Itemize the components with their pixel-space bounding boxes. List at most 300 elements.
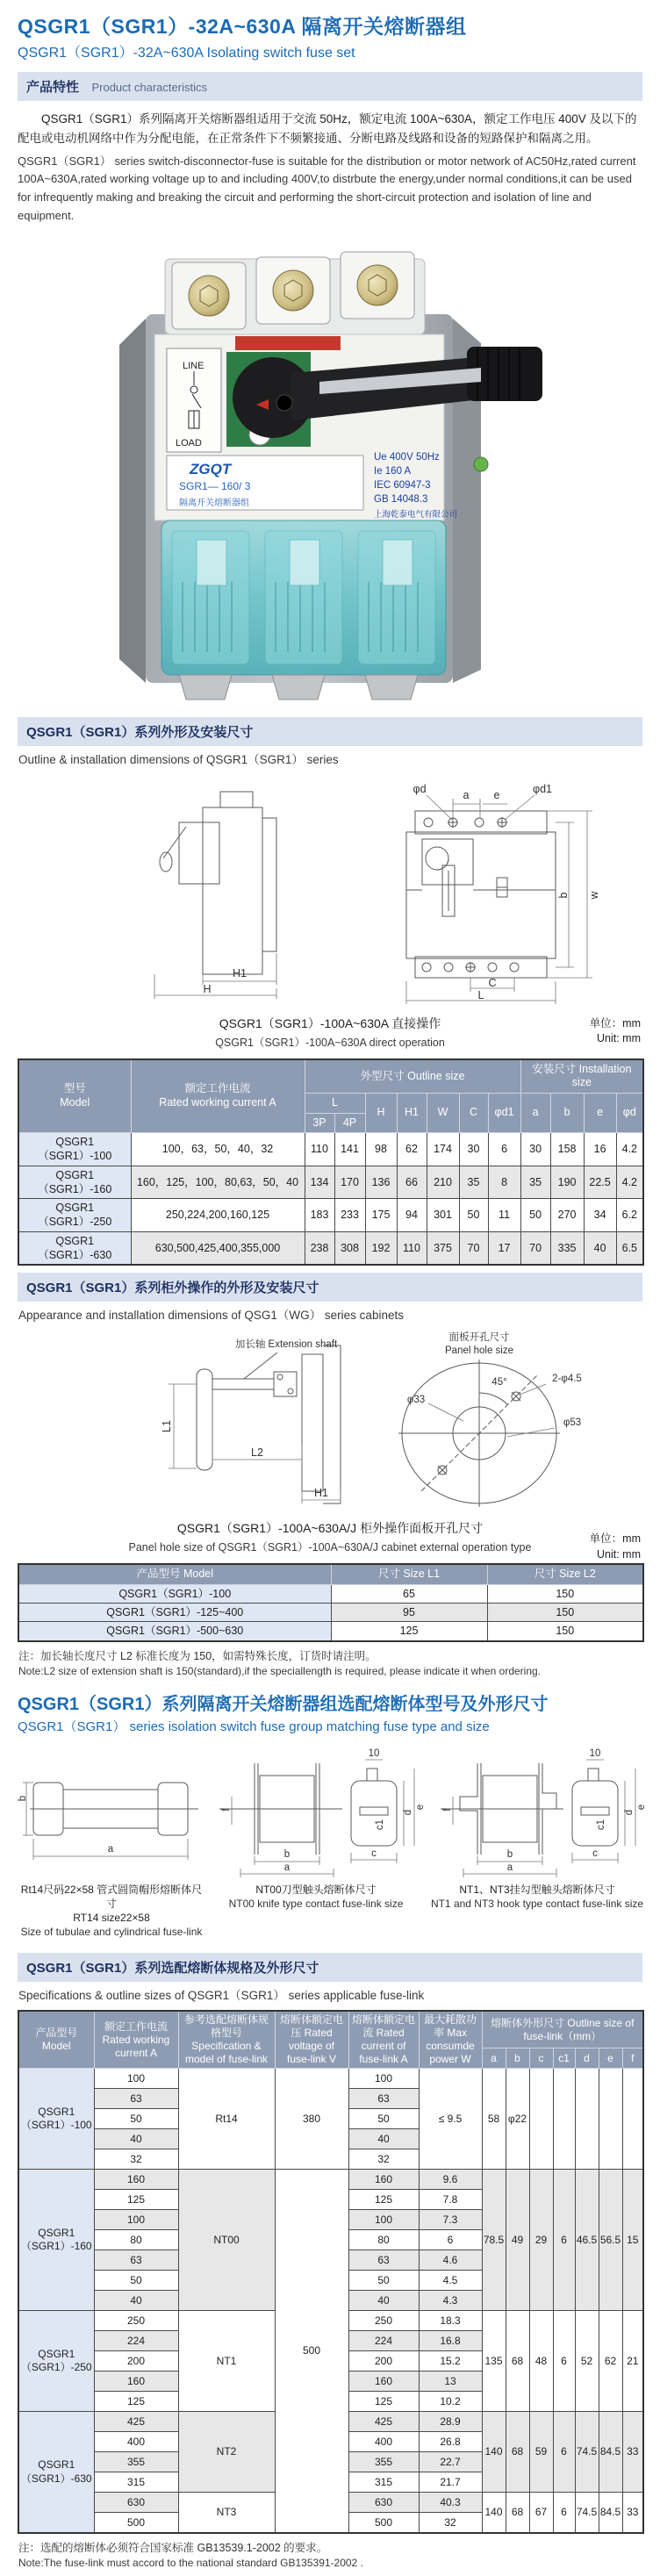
panel-size-table: [18, 1563, 644, 1641]
note-fuse-cn: 注：选配的熔断体必须符合国家标准 GB13539.1-2002 的要求。: [18, 2542, 328, 2555]
section-subtitle-en: Appearance and installation dimensions of QSG1（WG） series cabinets: [18, 1309, 404, 1323]
table-cell: QSGR1（SGR1）-630: [18, 2412, 94, 2534]
dim-d33-label: φ33: [406, 1395, 426, 1406]
table-cell: 192: [365, 1231, 397, 1265]
table-cell: 68: [506, 2412, 529, 2493]
table-cell: 95: [331, 1604, 487, 1622]
unit-cn: 单位：mm: [589, 1532, 641, 1546]
unit-cn: 单位：mm: [589, 1016, 641, 1030]
table-cell: φ22: [506, 2069, 529, 2170]
nt1-svg: [427, 1747, 648, 1879]
table-cell: 40: [94, 2291, 178, 2311]
table-cell: 56.5: [599, 2170, 622, 2311]
table-cell: 66: [397, 1166, 427, 1199]
note-l2-cn: 注：加长轴长度尺寸 L2 标准长度为 150，如需特殊长度，订货时请注明。: [18, 1649, 377, 1662]
table-row: [18, 1584, 643, 1603]
table-cell: 224: [348, 2331, 419, 2351]
table-cell: 190: [550, 1166, 584, 1199]
dim-d-label: d: [624, 1809, 635, 1815]
table-cell: 40: [348, 2129, 419, 2149]
dim-a-label: a: [463, 788, 470, 801]
features-paragraph-en: QSGR1（SGR1） series switch-disconnector-fuse is suitable for the distribution or motor network of AC50Hz,rated current 100A~630A,rated working voltage up to and including 400V,to distrbute the energy,under normal conditions,it can be used for infrequently making and breaking the circuit and performing the short-circuit protection and isolation of line and equipment.: [18, 154, 636, 222]
maker-label: 上海乾泰电气有限公司: [374, 509, 458, 520]
table-cell: 32: [348, 2149, 419, 2170]
table3-body: [18, 2069, 643, 2534]
table-cell: 150: [487, 1604, 643, 1622]
product-photo: [84, 231, 576, 705]
header-H: H: [365, 1093, 397, 1132]
dim-b-label: b: [506, 1848, 513, 1860]
table-cell: 33: [622, 2493, 643, 2534]
dim-10-label: 10: [368, 1747, 380, 1759]
table-cell: 136: [365, 1166, 397, 1199]
dim-e-label: e: [636, 1804, 647, 1810]
table-cell: 355: [94, 2452, 178, 2472]
header-W: W: [427, 1093, 459, 1132]
dim-h1-label: H1: [314, 1487, 328, 1500]
table-cell: 21.7: [419, 2472, 482, 2493]
table-cell: 6: [488, 1133, 520, 1166]
spec-ie-label: Ie 160 A: [374, 465, 412, 477]
table-cell: 63: [348, 2250, 419, 2271]
table-row: [18, 1231, 643, 1265]
table-cell: 308: [334, 1231, 365, 1265]
bottom-terminals: [179, 675, 418, 700]
table-cell: 150: [487, 1584, 643, 1603]
dim-d-label: d: [403, 1809, 413, 1815]
table-cell: 170: [334, 1166, 365, 1199]
header-4p: 4P: [334, 1113, 365, 1133]
panel-hole-view: [398, 1360, 560, 1507]
table-cell: [622, 2069, 643, 2170]
table-cell: 380: [275, 2069, 348, 2170]
table-cell: 6: [553, 2170, 575, 2311]
table-cell: 22.5: [584, 1166, 616, 1199]
page-title-en: QSGR1（SGR1）-32A~630A Isolating switch fuse set: [18, 46, 355, 61]
page-title: QSGR1（SGR1）-32A~630A 隔离开关熔断器组: [18, 15, 467, 38]
load-label: LOAD: [176, 437, 202, 448]
table-cell: QSGR1（SGR1）-250: [18, 1199, 131, 1232]
cabinet-drawing-svg: [23, 1330, 637, 1516]
caption-cn: QSGR1（SGR1）-100A~630A 直接操作: [219, 1015, 441, 1030]
note-l2-en: Note:L2 size of extension shaft is 150(standard),if the speciallength is required, please indicate it when ordering.: [18, 1664, 542, 1677]
table-cell: 500: [348, 2513, 419, 2534]
dim-phid1-label: φd1: [532, 782, 553, 795]
table-cell: 6.5: [616, 1231, 643, 1265]
fuse-section-title-cn: QSGR1（SGR1）系列隔离开关熔断器组选配熔断体型号及外形尺寸: [18, 1694, 549, 1714]
table-cell: [529, 2069, 553, 2170]
table-cell: 18.3: [419, 2311, 482, 2331]
table-cell: 35: [459, 1166, 488, 1199]
table-cell: 425: [94, 2412, 178, 2432]
table-cell: QSGR1（SGR1）-100: [18, 1133, 131, 1166]
table-cell: 315: [348, 2472, 419, 2493]
extension-shaft-label: 加长轴 Extension shaft: [234, 1339, 338, 1351]
table-cell: QSGR1（SGR1）-100: [18, 1584, 331, 1603]
table-cell: 50: [348, 2271, 419, 2291]
table-cell: 30: [520, 1133, 550, 1166]
section-subtitle-en: Specifications & outline sizes of QSGR1（SGR1） series applicable fuse-link: [18, 1989, 425, 2003]
table-cell: 233: [334, 1199, 365, 1232]
table-cell: 58: [482, 2069, 506, 2170]
header-max-power: 最大耗散功率 Max consumde power W: [419, 2011, 482, 2069]
caption-line: RT14 size22×58: [73, 1911, 150, 1924]
dim-f-label: f: [221, 1807, 232, 1812]
header-b: b: [550, 1093, 584, 1132]
table-cell: 84.5: [599, 2493, 622, 2534]
table-cell: 100，63，50，40，32: [131, 1133, 305, 1166]
table-cell: 400: [348, 2432, 419, 2452]
unit-label: [590, 1532, 641, 1562]
table-cell: 50: [94, 2109, 178, 2129]
table1-body: [18, 1133, 643, 1266]
outline-drawing-svg: [23, 774, 637, 1011]
dim-d53-label: φ53: [563, 1417, 582, 1429]
terminal-blocks: [172, 252, 414, 329]
section-subtitle-en: Outline & installation dimensions of QSGR1（SGR1） series: [18, 752, 339, 766]
table-cell: 250: [94, 2311, 178, 2331]
table-cell: 158: [550, 1133, 584, 1166]
header-b: b: [506, 2048, 529, 2069]
side-view: [160, 792, 276, 974]
table-cell: Rt14: [178, 2069, 275, 2170]
table-cell: 29: [529, 2170, 553, 2311]
table-cell: 315: [94, 2472, 178, 2493]
table-cell: QSGR1（SGR1）-250: [18, 2311, 94, 2412]
caption-cn: QSGR1（SGR1）-100A~630A/J 柜外操作面板开孔尺寸: [176, 1521, 484, 1536]
dim-h1-label: H1: [233, 966, 247, 979]
dim-b-label: b: [283, 1848, 291, 1860]
panel-hole-title-en: Panel hole size: [445, 1345, 513, 1357]
table-cell: 80: [94, 2230, 178, 2250]
header-H1: H1: [397, 1093, 427, 1132]
table-row: [18, 1604, 643, 1622]
table-cell: 32: [419, 2513, 482, 2534]
table-cell: 17: [488, 1231, 520, 1265]
fuse-section-title-en: QSGR1（SGR1） series isolation switch fuse group matching fuse type and size: [18, 1719, 490, 1734]
table-cell: 100: [348, 2210, 419, 2230]
table-cell: 50: [459, 1199, 488, 1232]
note-fuse-en: Note:The fuse-link must accord to the national standard GB135391-2002 .: [18, 2557, 363, 2570]
header-3p: 3P: [305, 1113, 334, 1133]
header-e: e: [584, 1093, 616, 1132]
table-cell: 40: [584, 1231, 616, 1265]
table-row: [18, 1622, 643, 1641]
section-bar-cabinet: [18, 1273, 642, 1302]
rt14-svg: [18, 1747, 205, 1879]
caption-en: Panel hole size of QSGR1（SGR1）-100A~630A/J cabinet external operation type: [128, 1541, 532, 1554]
table-cell: 125: [94, 2190, 178, 2210]
nt00-svg: [205, 1747, 427, 1879]
table-cell: [553, 2069, 575, 2170]
table-cell: 6: [553, 2311, 575, 2412]
table-cell: 28.9: [419, 2412, 482, 2432]
spec-ue-label: Ue 400V 50Hz: [374, 451, 440, 463]
unit-en: Unit: mm: [597, 1032, 641, 1045]
table-cell: 4.6: [419, 2250, 482, 2271]
caption-line: NT1、NT3挂勾型触头熔断体尺寸: [459, 1883, 615, 1896]
red-stripe: [235, 336, 341, 350]
table-cell: 62: [397, 1133, 427, 1166]
table-cell: 100: [94, 2210, 178, 2230]
dim-b-label: b: [557, 892, 570, 899]
front-view-dims: [406, 795, 592, 1004]
features-paragraph-cn: QSGR1（SGR1）系列隔离开关熔断器组适用于交流 50Hz，额定电流 100A~630A，额定工作电压 400V 及以下的配电或电动机网络中作为分配电能，在正常条件下不频繁接通、分断电路及线路和设备的短路保护和隔离之用。: [18, 112, 637, 146]
table-cell: 160: [94, 2371, 178, 2392]
header-c1: c1: [553, 2048, 575, 2069]
table2-body: [18, 1584, 643, 1640]
table-cell: 4.2: [616, 1133, 643, 1166]
model-label: SGR1— 160/ 3: [179, 479, 251, 492]
table-cell: 68: [506, 2493, 529, 2534]
table-cell: 100: [348, 2069, 419, 2089]
dim-l1-label: L1: [161, 1420, 173, 1433]
table-cell: 4.5: [419, 2271, 482, 2291]
table-cell: ≤ 9.5: [419, 2069, 482, 2170]
spec-gb-label: GB 14048.3: [374, 493, 428, 505]
header-d: d: [575, 2048, 599, 2069]
table-cell: 50: [348, 2109, 419, 2129]
table-cell: 141: [334, 1133, 365, 1166]
table-cell: 10.2: [419, 2392, 482, 2412]
table-cell: 160: [348, 2371, 419, 2392]
table-cell: 335: [550, 1231, 584, 1265]
table-cell: QSGR1（SGR1）-500~630: [18, 1622, 331, 1641]
header-current: 额定工作电流 Rated working current A: [94, 2011, 178, 2069]
dim-l2-label: L2: [251, 1446, 263, 1460]
table-cell: 84.5: [599, 2412, 622, 2493]
nt1-caption: [427, 1883, 648, 1911]
dim-phid-label: φd: [412, 782, 427, 795]
table-cell: NT1: [178, 2311, 275, 2412]
table-cell: 135: [482, 2311, 506, 2412]
table-cell: 70: [459, 1231, 488, 1265]
fuse-nt1-nt3: [427, 1744, 648, 1911]
section-bar-features: [18, 72, 642, 101]
dim-c-label: c: [371, 1848, 377, 1859]
table-cell: 7.8: [419, 2190, 482, 2210]
table-cell: 80: [348, 2230, 419, 2250]
header-fuse-voltage: 熔断体额定电压 Rated voltage of fuse-link V: [275, 2011, 348, 2069]
dim-2phi45-label: 2-φ4.5: [552, 1374, 582, 1385]
dim-a-label: a: [107, 1843, 114, 1855]
header-size-l1: 尺寸 Size L1: [331, 1564, 487, 1584]
table-cell: 500: [94, 2513, 178, 2534]
table-cell: 301: [427, 1199, 459, 1232]
table-row: [18, 2170, 643, 2190]
header-C: C: [459, 1093, 488, 1132]
outline-dimensions-table: [18, 1058, 644, 1266]
header-e: e: [599, 2048, 622, 2069]
table-cell: 210: [427, 1166, 459, 1199]
dim-10-label: 10: [589, 1747, 601, 1759]
table-cell: [575, 2069, 599, 2170]
cabinet-caption: [18, 1519, 642, 1561]
table-cell: 40: [348, 2291, 419, 2311]
table2-header: [18, 1564, 643, 1584]
dim-e-label: e: [493, 788, 500, 801]
table-cell: 200: [348, 2351, 419, 2371]
table-row: [18, 1199, 643, 1232]
dim-a-label: a: [283, 1862, 291, 1873]
indicator-led: [474, 457, 488, 471]
table-cell: 630,500,425,400,355,000: [131, 1231, 305, 1265]
table-cell: 11: [488, 1199, 520, 1232]
table-cell: 355: [348, 2452, 419, 2472]
table-cell: 21: [622, 2311, 643, 2412]
front-view: [406, 811, 556, 978]
header-f: f: [622, 2048, 643, 2069]
caption-line: NT00 knife type contact fuse-link size: [228, 1897, 404, 1910]
extension-shaft-view: [197, 1345, 341, 1503]
device-left-side: [119, 319, 146, 683]
fuse-drawings-row: [18, 1744, 647, 1940]
table-cell: 630: [348, 2493, 419, 2513]
table-cell: 13: [419, 2371, 482, 2392]
table-cell: 35: [520, 1166, 550, 1199]
caption-line: Size of tubulae and cylindrical fuse-link: [20, 1926, 203, 1939]
dim-e-label: e: [415, 1804, 426, 1810]
header-model: 产品型号 Model: [18, 1564, 331, 1584]
table-cell: 125: [348, 2392, 419, 2412]
table-cell: 160，125，100，80,63，50，40: [131, 1166, 305, 1199]
header-fuse-spec: 参考选配熔断体规格型号 Specification & model of fuse-link: [178, 2011, 275, 2069]
spec-iec-label: IEC 60947-3: [374, 479, 431, 491]
table-cell: 94: [397, 1199, 427, 1232]
nt00-drawing: [205, 1747, 427, 1879]
header-phid1: φd1: [488, 1093, 520, 1132]
table-cell: 50: [520, 1199, 550, 1232]
table-cell: [599, 2069, 622, 2170]
unit-label: [590, 1016, 641, 1047]
table-row: [18, 2069, 643, 2089]
table-cell: 125: [331, 1622, 487, 1641]
table-cell: 8: [488, 1166, 520, 1199]
section-title-cn: 产品特性: [26, 80, 80, 95]
section-title-en: Product characteristics: [91, 81, 207, 94]
table-cell: NT3: [178, 2493, 275, 2534]
table-cell: 62: [599, 2311, 622, 2412]
table-cell: 250,224,200,160,125: [131, 1199, 305, 1232]
header-model: 型号 Model: [18, 1059, 131, 1133]
table-cell: 150: [487, 1622, 643, 1641]
header-a: a: [482, 2048, 506, 2069]
table-cell: QSGR1（SGR1）-100: [18, 2069, 94, 2170]
table-cell: 63: [94, 2089, 178, 2109]
section-title-cn: QSGR1（SGR1）系列外形及安装尺寸: [26, 724, 254, 740]
section-title-cn: QSGR1（SGR1）系列选配熔断体规格及外形尺寸: [26, 1961, 319, 1977]
table-row: [18, 1166, 643, 1199]
table-cell: 30: [459, 1133, 488, 1166]
nt00-caption: [205, 1883, 427, 1911]
table-cell: 125: [348, 2190, 419, 2210]
dim-f-label: f: [442, 1807, 453, 1812]
header-a: a: [520, 1093, 550, 1132]
table-cell: 160: [94, 2170, 178, 2190]
table-cell: 630: [94, 2493, 178, 2513]
table-cell: 250: [348, 2311, 419, 2331]
dim-c1-label: c1: [596, 1819, 606, 1830]
table-cell: 140: [482, 2493, 506, 2534]
dim-w-label: w: [588, 891, 600, 900]
table-cell: 270: [550, 1199, 584, 1232]
brand-label: ZGQT: [190, 460, 232, 477]
table-cell: 6: [553, 2412, 575, 2493]
table-cell: 110: [305, 1133, 334, 1166]
caption-line: NT1 and NT3 hook type contact fuse-link size: [430, 1897, 644, 1910]
rt14-drawing: [18, 1747, 205, 1879]
table-cell: 49: [506, 2170, 529, 2311]
table-cell: 32: [94, 2149, 178, 2170]
unit-en: Unit: mm: [597, 1547, 641, 1561]
header-size-l2: 尺寸 Size L2: [487, 1564, 643, 1584]
table-cell: 74.5: [575, 2493, 599, 2534]
table-cell: 26.8: [419, 2432, 482, 2452]
table-cell: 34: [584, 1199, 616, 1232]
table-cell: 59: [529, 2412, 553, 2493]
table-cell: 224: [94, 2331, 178, 2351]
dim-a-label: a: [506, 1862, 513, 1873]
table-cell: 6.2: [616, 1199, 643, 1232]
nt1-drawing: [427, 1747, 648, 1879]
table-cell: 110: [397, 1231, 427, 1265]
table-cell: 174: [427, 1133, 459, 1166]
table-cell: 15.2: [419, 2351, 482, 2371]
outline-caption: [18, 1015, 642, 1053]
header-c: c: [529, 2048, 553, 2069]
table-cell: 100: [94, 2069, 178, 2089]
table3-header: [18, 2011, 643, 2069]
section-bar-spec: [18, 1953, 642, 1982]
section-bar-outline: [18, 717, 642, 746]
table-cell: 134: [305, 1166, 334, 1199]
header-phid: φd: [616, 1093, 643, 1132]
table-cell: NT00: [178, 2170, 275, 2311]
header-fuse-current: 熔断体额定电流 Rated current of fuse-link A: [348, 2011, 419, 2069]
header-fuse-outline: 熔断体外形尺寸 Outline size of fuse-link（mm）: [482, 2011, 643, 2048]
table-cell: QSGR1（SGR1）-160: [18, 2170, 94, 2311]
datasheet-page: [0, 11, 660, 2569]
table-cell: 74.5: [575, 2412, 599, 2493]
table-cell: 160: [348, 2170, 419, 2190]
table-cell: 425: [348, 2412, 419, 2432]
header-current: 额定工作电流 Rated working current A: [131, 1059, 305, 1133]
header-install-size: 安装尺寸 Installation size: [520, 1059, 643, 1094]
table-cell: 33: [622, 2412, 643, 2493]
table-cell: 4.3: [419, 2291, 482, 2311]
fuse-cover: [161, 520, 446, 675]
outline-drawing: [23, 774, 637, 1011]
table-cell: 67: [529, 2493, 553, 2534]
table-cell: 63: [348, 2089, 419, 2109]
table-cell: 70: [520, 1231, 550, 1265]
fuse-nt00: [205, 1744, 427, 1911]
dim-c-label: c: [592, 1848, 598, 1859]
header-L: L: [305, 1093, 365, 1113]
dim-b-label: b: [18, 1795, 28, 1801]
table-cell: 4.2: [616, 1166, 643, 1199]
caption-en: QSGR1（SGR1）-100A~630A direct operation: [215, 1036, 445, 1049]
table-cell: 183: [305, 1199, 334, 1232]
cabinet-drawing: [23, 1330, 637, 1516]
dim-45deg-label: 45°: [491, 1377, 507, 1388]
fuse-rt14: [18, 1744, 205, 1940]
page-content: [0, 11, 660, 2569]
header-model: 产品型号 Model: [18, 2011, 94, 2069]
table-cell: 175: [365, 1199, 397, 1232]
table-cell: 78.5: [482, 2170, 506, 2311]
table-cell: 140: [482, 2412, 506, 2493]
